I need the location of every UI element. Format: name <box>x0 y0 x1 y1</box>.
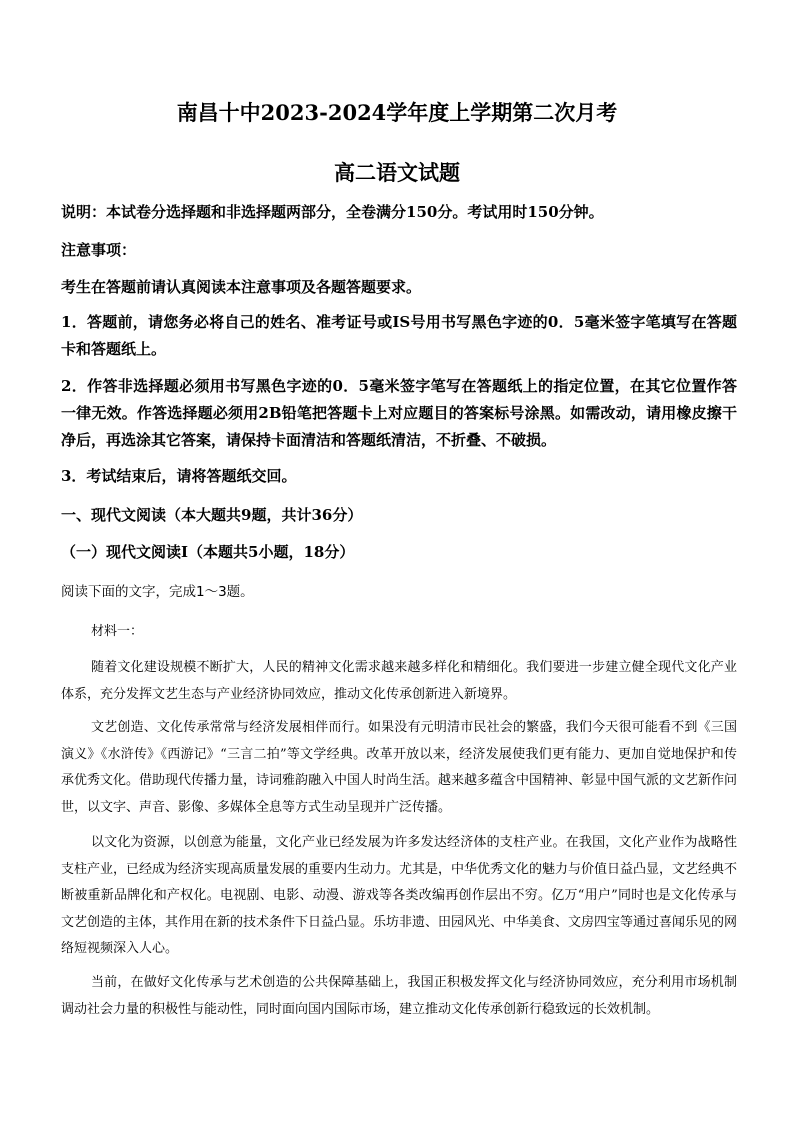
attention-heading: 注意事项： <box>61 241 137 259</box>
section-heading: 一、现代文阅读（本大题共9题，共计36分） <box>61 506 363 524</box>
instruction-item-3: 3．考试结束后，请将答题纸交回。 <box>61 467 297 485</box>
section-subheading: （一）现代文阅读I（本题共5小题，18分） <box>61 543 355 561</box>
attention-intro: 考生在答题前请认真阅读本注意事项及各题答题要求。 <box>61 278 422 296</box>
instruction-item-1: 1．答题前，请您务必将自己的姓名、准考证号或IS号用书写黑色字迹的0．5毫米签字笔填写在答题卡和答题纸上。 <box>61 313 737 358</box>
exam-title: 南昌十中2023-2024学年度上学期第二次月考 <box>176 100 618 125</box>
material-paragraph: 以文化为资源，以创意为能量，文化产业已经发展为许多发达经济体的支柱产业。在我国，文化产业作为战略性支柱产业，已经成为经济实现高质量发展的重要内生动力。尤其是，中华优秀文化的魅力与价值日益凸显，文艺经典不断被重新品牌化和产权化。电视剧、电影、动漫、游戏等各类改编再创作层出不穷。亿万“用户”同时也是文化传承与文艺创造的主体，其作用在新的技术条件下日益凸显。乐坊非遗、田园风光、中华美食、文房四宝等通过喜闻乐见的网络短视频深入人心。 <box>61 835 738 956</box>
material-label: 材料一： <box>91 624 144 639</box>
instruction-item-2: 2．作答非选择题必须用书写黑色字迹的0．5毫米签字笔写在答题纸上的指定位置，在其它位置作答一律无效。作答选择题必须用2B铅笔把答题卡上对应题目的答案标号涂黑。如需改动，请用橡皮擦干净后，再选涂其它答案，请保持卡面清洁和答题纸清洁，不折叠、不破损。 <box>61 377 737 449</box>
reading-prompt: 阅读下面的文字，完成1～3题。 <box>61 584 254 600</box>
material-paragraph: 随着文化建设规模不断扩大，人民的精神文化需求越来越多样化和精细化。我们要进一步建立健全现代文化产业体系，充分发挥文艺生态与产业经济协同效应，推动文化传承创新进入新境界。 <box>61 660 737 702</box>
material-paragraph: 当前，在做好文化传承与艺术创造的公共保障基础上，我国正积极发挥文化与经济协同效应，充分利用市场机制调动社会力量的积极性与能动性，同时面向国内国际市场，建立推动文化传承创新行稳致远的长效机制。 <box>61 975 737 1017</box>
material-paragraph: 文艺创造、文化传承常常与经济发展相伴而行。如果没有元明清市民社会的繁盛，我们今天很可能看不到《三国演义》《水浒传》《西游记》“三言二拍”等文学经典。改革开放以来，经济发展使我们更有能力、更加自觉地保护和传承优秀文化。借助现代传播力量，诗词雅韵融入中国人时尚生活。越来越多蕴含中国精神、彰显中国气派的文艺新作问世，以文字、声音、影像、多媒体全息等方式生动呈现并广泛传播。 <box>61 720 738 815</box>
exam-note: 说明：本试卷分选择题和非选择题两部分，全卷满分150分。考试用时150分钟。 <box>61 203 604 221</box>
exam-subtitle: 高二语文试题 <box>334 160 460 185</box>
